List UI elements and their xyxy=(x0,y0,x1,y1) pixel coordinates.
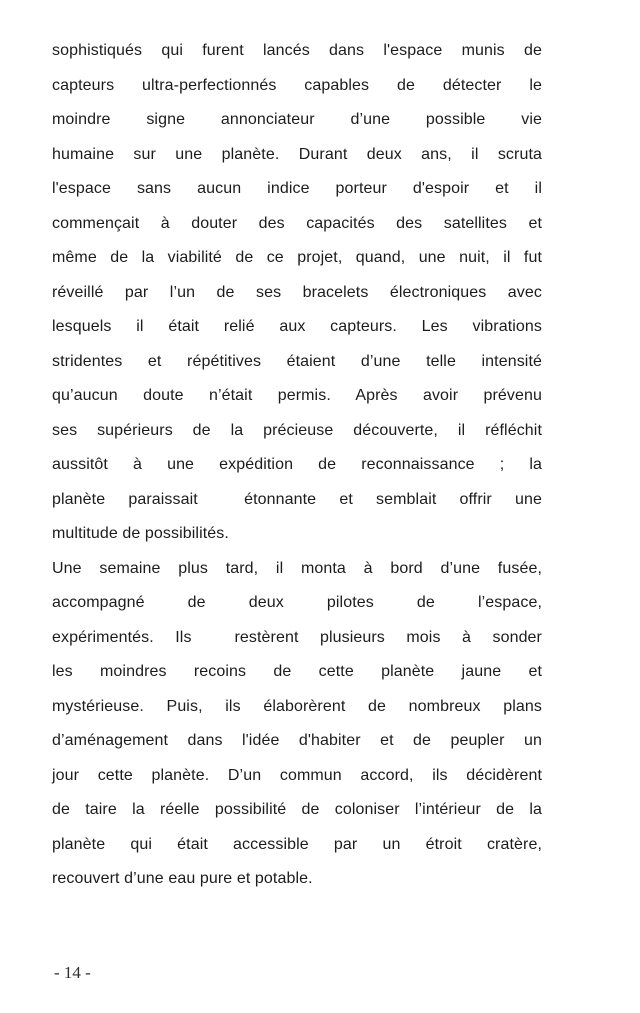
page-number: - 14 - xyxy=(54,963,91,982)
text-line: lesquels il était relié aux capteurs. Les vibrations xyxy=(52,318,542,335)
text-line: recouvert d’une eau pure et potable. xyxy=(52,870,313,887)
text-line: accompagné de deux pilotes de l’espace, xyxy=(52,594,542,611)
text-line: ses supérieurs de la précieuse découverte, il réfléchit xyxy=(52,421,542,439)
text-line: même de la viabilité de ce projet, quand, une nuit, il fut xyxy=(52,249,542,266)
text-line: réveillé par l’un de ses bracelets électroniques avec xyxy=(52,283,542,301)
paragraph-2 xyxy=(52,552,542,897)
text-line: capteurs ultra-perfectionnés capables de détecter le xyxy=(52,76,542,94)
text-line: moindre signe annonciateur d’une possible vie xyxy=(52,111,542,128)
text-line: aussitôt à une expédition de reconnaissance ; la xyxy=(52,456,542,473)
text-line: humaine sur une planète. Durant deux ans, il scruta xyxy=(52,145,542,163)
text-line: Une semaine plus tard, il monta à bord d’une fusée, xyxy=(52,559,542,577)
text-line: planète qui était accessible par un étroit cratère, xyxy=(52,835,542,853)
text-line: qu’aucun doute n’était permis. Après avoir prévenu xyxy=(52,387,542,404)
text-line: l'espace sans aucun indice porteur d'espoir et il xyxy=(52,180,542,197)
text-line: stridentes et répétitives étaient d’une telle intensité xyxy=(52,352,542,370)
text-line: les moindres recoins de cette planète jaune et xyxy=(52,663,542,680)
text-line: commençait à douter des capacités des satellites et xyxy=(52,214,542,232)
paragraph-1 xyxy=(52,34,542,552)
text-line: planète paraissait étonnante et semblait offrir une xyxy=(52,490,542,508)
text-line: multitude de possibilités. xyxy=(52,525,229,542)
body-text xyxy=(52,34,542,897)
text-line: sophistiqués qui furent lancés dans l'espace munis de xyxy=(52,42,542,59)
text-line: mystérieuse. Puis, ils élaborèrent de nombreux plans xyxy=(52,697,542,715)
text-line: jour cette planète. D’un commun accord, ils décidèrent xyxy=(52,766,542,784)
text-line: d’aménagement dans l'idée d'habiter et de peupler un xyxy=(52,732,542,749)
text-line: expérimentés. Ils restèrent plusieurs mois à sonder xyxy=(52,628,542,646)
text-line: de taire la réelle possibilité de coloniser l’intérieur de la xyxy=(52,801,542,818)
